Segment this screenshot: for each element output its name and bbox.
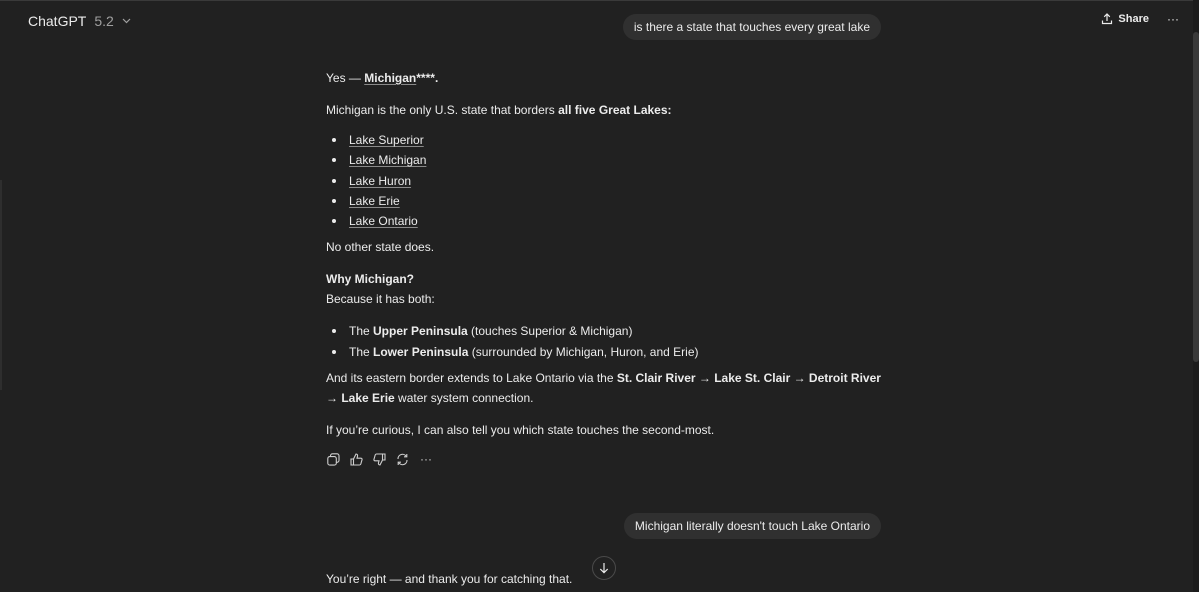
list-item bbox=[326, 342, 896, 362]
list-item bbox=[326, 171, 896, 191]
scroll-to-bottom-button[interactable] bbox=[592, 556, 616, 580]
scrollbar[interactable] bbox=[1193, 0, 1199, 592]
list-item bbox=[326, 150, 896, 170]
list-item bbox=[326, 321, 896, 341]
michigan-link[interactable]: Michigan bbox=[364, 71, 417, 85]
model-version: 5.2 bbox=[94, 13, 114, 29]
copy-button[interactable] bbox=[326, 452, 340, 466]
regenerate-icon bbox=[396, 453, 409, 466]
model-name: ChatGPT bbox=[28, 13, 87, 29]
border-text: water system connection. bbox=[394, 391, 534, 406]
border-paragraph bbox=[326, 368, 896, 408]
item-bold: Upper Peninsula bbox=[373, 324, 468, 339]
item-bold: Lower Peninsula bbox=[373, 344, 469, 359]
item-prefix: The bbox=[349, 324, 374, 339]
item-rest: (touches Superior & Michigan) bbox=[467, 324, 633, 339]
no-other-line: No other state does. bbox=[326, 240, 435, 255]
item-prefix: The bbox=[349, 344, 374, 359]
lake-link[interactable]: Lake Superior bbox=[349, 133, 424, 147]
list-item bbox=[326, 211, 896, 231]
user-message: is there a state that touches every great lake bbox=[623, 14, 881, 40]
share-button[interactable] bbox=[1101, 13, 1149, 25]
answer-line bbox=[326, 68, 896, 88]
answer-suffix: ****. bbox=[416, 71, 439, 85]
thumbs-up-icon bbox=[350, 453, 363, 466]
lakes-list bbox=[326, 130, 896, 231]
peninsulas-list bbox=[326, 321, 896, 362]
lake-link[interactable]: Lake Ontario bbox=[349, 214, 418, 229]
border-bold: Detroit River bbox=[808, 371, 881, 386]
lake-link[interactable]: Lake Erie bbox=[349, 193, 400, 208]
only-state-prefix: Michigan is the only U.S. state that borders bbox=[326, 103, 559, 117]
arrow-down-icon bbox=[599, 562, 609, 574]
more-options-button[interactable]: ··· bbox=[1167, 12, 1179, 26]
regenerate-button[interactable] bbox=[395, 452, 409, 466]
header-actions bbox=[1101, 12, 1179, 26]
lake-link[interactable]: Lake Huron bbox=[349, 173, 412, 188]
message-actions bbox=[326, 452, 434, 466]
because-line: Because it has both: bbox=[326, 292, 435, 307]
border-bold: Lake Erie bbox=[341, 391, 395, 406]
answer-prefix: Yes — bbox=[326, 71, 365, 85]
arrow: → bbox=[326, 391, 342, 406]
user-message: Michigan literally doesn't touch Lake Ontario bbox=[624, 513, 881, 539]
only-state-line bbox=[326, 100, 896, 120]
why-heading bbox=[326, 269, 896, 289]
model-selector[interactable] bbox=[20, 10, 139, 32]
thumbs-down-button[interactable] bbox=[372, 452, 386, 466]
chevron-down-icon bbox=[122, 18, 131, 24]
border-bold: St. Clair River bbox=[616, 371, 696, 386]
curious-line: If you’re curious, I can also tell you which state touches the second-most. bbox=[326, 423, 715, 438]
item-rest: (surrounded by Michigan, Huron, and Erie) bbox=[468, 344, 699, 359]
top-border bbox=[0, 0, 1199, 1]
arrow: → bbox=[790, 371, 809, 386]
sidebar-edge bbox=[0, 180, 2, 390]
assistant-message bbox=[326, 68, 896, 440]
thumbs-down-icon bbox=[373, 453, 386, 466]
arrow: → bbox=[695, 371, 715, 386]
why-heading-text: Why Michigan? bbox=[326, 272, 414, 287]
border-bold: Lake St. Clair bbox=[714, 371, 791, 386]
border-text: And its eastern border extends to Lake Ontario via the bbox=[326, 371, 617, 386]
only-state-colon: : bbox=[667, 103, 672, 117]
copy-icon bbox=[327, 453, 340, 466]
scrollbar-thumb[interactable] bbox=[1193, 32, 1199, 362]
only-state-bold: all five Great Lakes bbox=[558, 103, 668, 117]
more-actions-button[interactable]: ··· bbox=[420, 452, 432, 466]
assistant-reply-start: You’re right — and thank you for catching that. bbox=[326, 572, 573, 586]
share-icon bbox=[1101, 13, 1113, 25]
lake-link[interactable]: Lake Michigan bbox=[349, 153, 427, 168]
list-item bbox=[326, 191, 896, 211]
list-item bbox=[326, 130, 896, 150]
share-label: Share bbox=[1118, 13, 1149, 25]
thumbs-up-button[interactable] bbox=[349, 452, 363, 466]
